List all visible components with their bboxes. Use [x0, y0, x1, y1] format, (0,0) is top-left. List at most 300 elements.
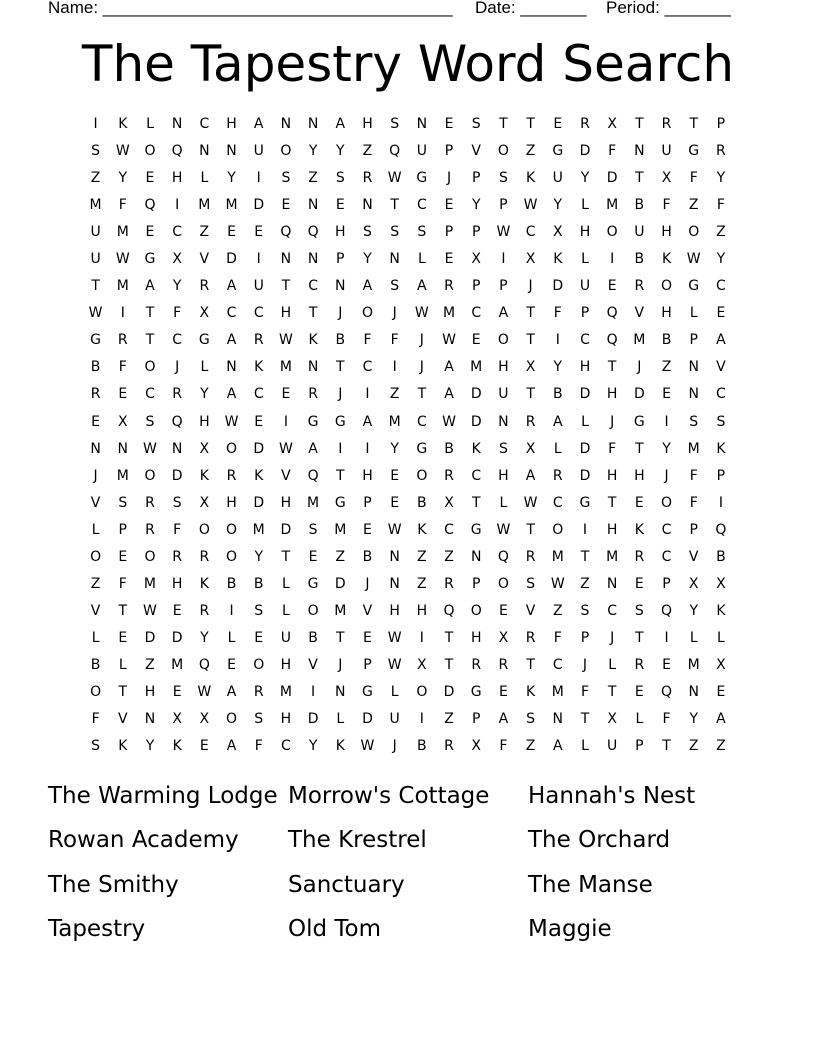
- grid-letter[interactable]: G: [144, 251, 156, 268]
- grid-letter[interactable]: R: [498, 656, 509, 673]
- grid-letter[interactable]: W: [360, 738, 375, 755]
- grid-letter[interactable]: R: [580, 116, 590, 132]
- grid-letter[interactable]: S: [498, 170, 508, 187]
- grid-letter[interactable]: Q: [715, 521, 727, 538]
- grid-letter[interactable]: N: [498, 413, 509, 430]
- grid-letter[interactable]: J: [392, 305, 397, 322]
- grid-letter[interactable]: I: [365, 440, 370, 457]
- grid-letter[interactable]: B: [253, 575, 264, 592]
- grid-letter[interactable]: H: [226, 116, 237, 132]
- grid-letter[interactable]: A: [335, 116, 346, 132]
- grid-letter[interactable]: N: [199, 143, 210, 160]
- grid-letter[interactable]: C: [661, 548, 672, 565]
- grid-letter[interactable]: O: [144, 359, 156, 376]
- grid-letter[interactable]: X: [417, 656, 427, 673]
- grid-letter[interactable]: S: [172, 494, 182, 511]
- name-field-label[interactable]: Name: _____________________________________: [48, 0, 453, 17]
- grid-letter[interactable]: V: [688, 548, 699, 565]
- grid-letter[interactable]: X: [525, 440, 536, 457]
- grid-letter[interactable]: E: [145, 170, 155, 187]
- grid-letter[interactable]: B: [552, 386, 563, 403]
- grid-letter[interactable]: F: [689, 494, 698, 511]
- grid-letter[interactable]: V: [199, 251, 210, 268]
- grid-letter[interactable]: K: [716, 440, 726, 457]
- grid-letter[interactable]: N: [280, 116, 292, 132]
- grid-letter[interactable]: K: [526, 170, 536, 187]
- grid-letter[interactable]: N: [470, 548, 482, 565]
- grid-letter[interactable]: T: [580, 711, 590, 728]
- grid-letter[interactable]: C: [145, 386, 155, 403]
- grid-letter[interactable]: X: [688, 575, 699, 592]
- grid-letter[interactable]: T: [526, 386, 535, 403]
- grid-letter[interactable]: W: [387, 170, 402, 187]
- grid-letter[interactable]: T: [471, 494, 481, 511]
- grid-letter[interactable]: P: [716, 467, 726, 484]
- grid-letter[interactable]: K: [199, 575, 209, 592]
- grid-letter[interactable]: T: [607, 359, 617, 376]
- grid-letter[interactable]: U: [253, 143, 264, 160]
- grid-letter[interactable]: E: [662, 656, 671, 673]
- grid-letter[interactable]: Y: [471, 197, 481, 214]
- grid-letter[interactable]: E: [607, 278, 617, 295]
- grid-letter[interactable]: J: [637, 359, 642, 376]
- grid-letter[interactable]: Q: [144, 197, 156, 214]
- grid-letter[interactable]: V: [634, 305, 645, 322]
- grid-letter[interactable]: X: [199, 305, 210, 322]
- grid-letter[interactable]: Z: [525, 143, 536, 160]
- grid-letter[interactable]: T: [336, 359, 345, 376]
- grid-letter[interactable]: N: [280, 251, 292, 268]
- grid-letter[interactable]: Y: [662, 440, 671, 457]
- grid-letter[interactable]: T: [118, 602, 128, 619]
- grid-letter[interactable]: Z: [308, 170, 318, 187]
- grid-letter[interactable]: A: [362, 278, 373, 295]
- grid-letter[interactable]: I: [120, 305, 125, 322]
- grid-letter[interactable]: D: [144, 629, 156, 646]
- grid-letter[interactable]: E: [444, 251, 454, 268]
- grid-letter[interactable]: J: [365, 575, 370, 592]
- grid-letter[interactable]: R: [634, 656, 645, 673]
- grid-letter[interactable]: O: [144, 143, 156, 160]
- grid-letter[interactable]: W: [442, 332, 456, 349]
- grid-letter[interactable]: H: [498, 359, 509, 376]
- grid-letter[interactable]: D: [362, 711, 373, 728]
- grid-letter[interactable]: P: [444, 143, 454, 160]
- grid-letter[interactable]: B: [226, 575, 237, 592]
- grid-letter[interactable]: I: [582, 521, 588, 538]
- grid-letter[interactable]: A: [226, 683, 237, 700]
- grid-letter[interactable]: J: [610, 629, 615, 646]
- grid-letter[interactable]: H: [606, 521, 618, 538]
- grid-letter[interactable]: Z: [444, 711, 454, 728]
- grid-letter[interactable]: C: [199, 116, 210, 132]
- grid-letter[interactable]: C: [172, 332, 183, 349]
- grid-letter[interactable]: O: [416, 683, 428, 700]
- grid-letter[interactable]: J: [446, 170, 452, 187]
- grid-letter[interactable]: N: [171, 440, 183, 457]
- grid-letter[interactable]: L: [717, 629, 725, 646]
- grid-letter[interactable]: G: [334, 494, 346, 511]
- grid-letter[interactable]: Q: [307, 467, 319, 484]
- grid-letter[interactable]: U: [280, 629, 292, 646]
- grid-letter[interactable]: L: [200, 170, 209, 187]
- grid-letter[interactable]: R: [117, 332, 128, 349]
- grid-letter[interactable]: B: [417, 494, 427, 511]
- grid-letter[interactable]: C: [444, 521, 454, 538]
- grid-letter[interactable]: S: [390, 116, 400, 132]
- grid-letter[interactable]: T: [526, 116, 535, 132]
- grid-letter[interactable]: Z: [580, 575, 590, 592]
- grid-letter[interactable]: Y: [716, 170, 726, 187]
- grid-letter[interactable]: A: [552, 413, 563, 430]
- grid-letter[interactable]: D: [253, 197, 265, 214]
- grid-letter[interactable]: H: [661, 224, 672, 241]
- grid-letter[interactable]: D: [470, 386, 482, 403]
- grid-letter[interactable]: N: [144, 711, 156, 728]
- grid-letter[interactable]: K: [118, 738, 128, 755]
- grid-letter[interactable]: Z: [389, 386, 400, 403]
- grid-letter[interactable]: R: [444, 467, 454, 484]
- grid-letter[interactable]: C: [580, 332, 590, 349]
- grid-letter[interactable]: O: [661, 494, 673, 511]
- grid-letter[interactable]: V: [90, 602, 101, 619]
- grid-letter[interactable]: W: [442, 413, 456, 430]
- grid-letter[interactable]: F: [118, 197, 127, 214]
- grid-letter[interactable]: E: [553, 116, 563, 132]
- grid-letter[interactable]: Q: [661, 683, 673, 700]
- grid-letter[interactable]: R: [525, 413, 536, 430]
- grid-letter[interactable]: E: [390, 494, 400, 511]
- grid-letter[interactable]: M: [606, 548, 619, 565]
- grid-letter[interactable]: X: [117, 413, 128, 430]
- grid-letter[interactable]: N: [335, 683, 346, 700]
- grid-letter[interactable]: V: [716, 359, 726, 376]
- grid-letter[interactable]: A: [417, 278, 427, 295]
- grid-letter[interactable]: O: [416, 467, 428, 484]
- grid-letter[interactable]: F: [580, 683, 589, 700]
- grid-letter[interactable]: K: [199, 467, 209, 484]
- grid-letter[interactable]: X: [172, 711, 182, 728]
- grid-letter[interactable]: F: [173, 305, 182, 322]
- grid-letter[interactable]: M: [334, 521, 347, 538]
- grid-letter[interactable]: G: [633, 413, 645, 430]
- grid-letter[interactable]: E: [199, 738, 209, 755]
- grid-letter[interactable]: R: [444, 738, 454, 755]
- grid-letter[interactable]: R: [444, 278, 454, 295]
- grid-letter[interactable]: H: [335, 224, 346, 241]
- grid-letter[interactable]: G: [416, 440, 428, 457]
- grid-letter[interactable]: K: [417, 521, 427, 538]
- grid-letter[interactable]: E: [254, 224, 264, 241]
- grid-letter[interactable]: P: [635, 738, 644, 755]
- grid-letter[interactable]: A: [444, 359, 454, 376]
- grid-letter[interactable]: A: [145, 278, 155, 295]
- grid-letter[interactable]: R: [145, 521, 155, 538]
- grid-letter[interactable]: S: [254, 711, 264, 728]
- grid-letter[interactable]: S: [634, 602, 644, 619]
- grid-letter[interactable]: X: [199, 711, 210, 728]
- grid-letter[interactable]: S: [716, 413, 726, 430]
- grid-letter[interactable]: K: [716, 602, 726, 619]
- grid-letter[interactable]: D: [171, 467, 183, 484]
- grid-letter[interactable]: B: [444, 440, 454, 457]
- grid-letter[interactable]: Z: [525, 738, 536, 755]
- grid-letter[interactable]: S: [308, 521, 318, 538]
- grid-letter[interactable]: E: [444, 116, 454, 132]
- grid-letter[interactable]: H: [226, 494, 237, 511]
- grid-letter[interactable]: P: [363, 656, 372, 673]
- grid-letter[interactable]: Z: [444, 548, 454, 565]
- grid-letter[interactable]: D: [307, 711, 319, 728]
- grid-letter[interactable]: I: [93, 116, 98, 132]
- grid-letter[interactable]: K: [526, 683, 536, 700]
- grid-letter[interactable]: D: [579, 440, 591, 457]
- grid-letter[interactable]: H: [579, 224, 591, 241]
- grid-letter[interactable]: A: [552, 738, 563, 755]
- grid-letter[interactable]: Q: [389, 143, 401, 160]
- grid-letter[interactable]: P: [444, 224, 454, 241]
- grid-letter[interactable]: Z: [552, 602, 563, 619]
- grid-letter[interactable]: L: [336, 711, 345, 728]
- grid-letter[interactable]: E: [254, 413, 264, 430]
- grid-letter[interactable]: S: [526, 575, 536, 592]
- grid-letter[interactable]: I: [283, 413, 288, 430]
- grid-letter[interactable]: G: [334, 413, 346, 430]
- grid-letter[interactable]: E: [498, 683, 508, 700]
- grid-letter[interactable]: L: [689, 305, 698, 322]
- grid-letter[interactable]: E: [281, 386, 291, 403]
- grid-letter[interactable]: N: [117, 440, 129, 457]
- grid-letter[interactable]: Q: [497, 548, 509, 565]
- grid-letter[interactable]: E: [471, 332, 481, 349]
- grid-letter[interactable]: W: [143, 440, 157, 457]
- grid-letter[interactable]: F: [553, 305, 562, 322]
- grid-letter[interactable]: X: [444, 494, 454, 511]
- grid-letter[interactable]: L: [689, 629, 698, 646]
- grid-letter[interactable]: P: [580, 629, 590, 646]
- grid-letter[interactable]: N: [307, 359, 319, 376]
- grid-letter[interactable]: S: [363, 224, 372, 241]
- grid-letter[interactable]: S: [145, 413, 155, 430]
- grid-letter[interactable]: R: [552, 467, 563, 484]
- grid-letter[interactable]: E: [281, 197, 291, 214]
- grid-letter[interactable]: U: [498, 386, 509, 403]
- grid-letter[interactable]: H: [606, 467, 618, 484]
- grid-letter[interactable]: E: [363, 521, 372, 538]
- grid-letter[interactable]: G: [307, 575, 319, 592]
- grid-letter[interactable]: A: [253, 116, 264, 132]
- grid-letter[interactable]: B: [90, 656, 101, 673]
- grid-letter[interactable]: N: [389, 251, 400, 268]
- grid-letter[interactable]: C: [308, 278, 318, 295]
- grid-letter[interactable]: G: [307, 413, 319, 430]
- grid-letter[interactable]: O: [90, 548, 102, 565]
- grid-letter[interactable]: Z: [199, 224, 210, 241]
- grid-letter[interactable]: L: [581, 197, 589, 214]
- grid-letter[interactable]: G: [579, 494, 591, 511]
- grid-letter[interactable]: E: [172, 602, 182, 619]
- grid-letter[interactable]: I: [610, 251, 615, 268]
- grid-letter[interactable]: E: [254, 629, 264, 646]
- grid-letter[interactable]: N: [606, 575, 618, 592]
- grid-letter[interactable]: T: [526, 656, 535, 673]
- grid-letter[interactable]: W: [88, 305, 103, 322]
- grid-letter[interactable]: L: [635, 711, 644, 728]
- grid-letter[interactable]: I: [718, 494, 723, 511]
- grid-letter[interactable]: R: [90, 386, 101, 403]
- grid-letter[interactable]: M: [470, 359, 483, 376]
- grid-letter[interactable]: J: [338, 305, 343, 322]
- grid-letter[interactable]: R: [172, 386, 183, 403]
- grid-letter[interactable]: L: [581, 251, 589, 268]
- grid-letter[interactable]: E: [335, 197, 345, 214]
- grid-letter[interactable]: Y: [553, 197, 563, 214]
- grid-letter[interactable]: F: [689, 467, 698, 484]
- grid-letter[interactable]: Z: [417, 548, 427, 565]
- grid-letter[interactable]: W: [278, 332, 293, 349]
- grid-letter[interactable]: W: [387, 629, 402, 646]
- date-field-label[interactable]: Date: _______: [475, 0, 587, 17]
- grid-letter[interactable]: B: [417, 738, 427, 755]
- grid-letter[interactable]: F: [716, 197, 725, 214]
- grid-letter[interactable]: E: [634, 683, 644, 700]
- grid-letter[interactable]: L: [91, 521, 100, 538]
- grid-letter[interactable]: B: [661, 332, 672, 349]
- grid-letter[interactable]: R: [716, 143, 726, 160]
- grid-letter[interactable]: Y: [553, 359, 563, 376]
- grid-letter[interactable]: W: [115, 143, 130, 160]
- grid-letter[interactable]: N: [362, 197, 373, 214]
- grid-letter[interactable]: H: [579, 359, 591, 376]
- grid-letter[interactable]: W: [496, 224, 511, 241]
- grid-letter[interactable]: T: [662, 738, 671, 755]
- grid-letter[interactable]: O: [497, 143, 509, 160]
- grid-letter[interactable]: Y: [118, 170, 128, 187]
- grid-letter[interactable]: W: [523, 494, 538, 511]
- grid-letter[interactable]: Y: [716, 251, 726, 268]
- grid-letter[interactable]: E: [444, 197, 454, 214]
- grid-letter[interactable]: P: [336, 251, 345, 268]
- grid-letter[interactable]: E: [634, 494, 644, 511]
- grid-letter[interactable]: H: [470, 629, 482, 646]
- grid-letter[interactable]: L: [390, 683, 399, 700]
- grid-letter[interactable]: T: [526, 521, 535, 538]
- grid-letter[interactable]: X: [716, 656, 726, 673]
- grid-letter[interactable]: X: [199, 494, 210, 511]
- grid-letter[interactable]: N: [307, 251, 319, 268]
- grid-letter[interactable]: F: [608, 143, 617, 160]
- grid-letter[interactable]: C: [253, 386, 264, 403]
- grid-letter[interactable]: U: [90, 224, 101, 241]
- grid-letter[interactable]: R: [444, 575, 454, 592]
- grid-letter[interactable]: N: [688, 386, 699, 403]
- grid-letter[interactable]: T: [444, 656, 454, 673]
- grid-letter[interactable]: N: [389, 548, 400, 565]
- grid-letter[interactable]: X: [607, 711, 617, 728]
- grid-letter[interactable]: S: [498, 440, 508, 457]
- grid-letter[interactable]: Y: [308, 738, 318, 755]
- grid-letter[interactable]: E: [145, 224, 155, 241]
- grid-letter[interactable]: E: [634, 575, 644, 592]
- grid-letter[interactable]: H: [389, 602, 400, 619]
- grid-letter[interactable]: X: [552, 224, 563, 241]
- grid-letter[interactable]: E: [390, 467, 400, 484]
- grid-letter[interactable]: Y: [254, 548, 263, 565]
- grid-letter[interactable]: A: [525, 467, 536, 484]
- grid-letter[interactable]: D: [253, 440, 265, 457]
- grid-letter[interactable]: T: [145, 332, 155, 349]
- grid-letter[interactable]: Y: [336, 143, 345, 160]
- grid-letter[interactable]: C: [552, 656, 563, 673]
- grid-letter[interactable]: J: [610, 413, 615, 430]
- grid-letter[interactable]: M: [279, 683, 292, 700]
- grid-letter[interactable]: F: [173, 521, 182, 538]
- grid-letter[interactable]: W: [550, 575, 565, 592]
- grid-letter[interactable]: E: [498, 602, 508, 619]
- grid-letter[interactable]: H: [199, 413, 210, 430]
- grid-letter[interactable]: M: [606, 197, 619, 214]
- grid-letter[interactable]: D: [280, 521, 292, 538]
- grid-letter[interactable]: T: [336, 629, 345, 646]
- grid-letter[interactable]: T: [635, 440, 644, 457]
- grid-letter[interactable]: Y: [172, 278, 182, 295]
- grid-letter[interactable]: R: [145, 494, 155, 511]
- grid-letter[interactable]: I: [555, 332, 560, 349]
- grid-letter[interactable]: R: [661, 116, 672, 132]
- grid-letter[interactable]: O: [198, 521, 210, 538]
- grid-letter[interactable]: R: [525, 629, 536, 646]
- grid-letter[interactable]: E: [118, 548, 128, 565]
- grid-letter[interactable]: X: [172, 251, 182, 268]
- grid-letter[interactable]: N: [307, 197, 319, 214]
- grid-letter[interactable]: Q: [280, 224, 292, 241]
- grid-letter[interactable]: U: [579, 278, 591, 295]
- grid-letter[interactable]: K: [118, 116, 128, 132]
- grid-letter[interactable]: H: [280, 494, 292, 511]
- grid-letter[interactable]: T: [635, 629, 644, 646]
- grid-letter[interactable]: D: [579, 386, 591, 403]
- grid-letter[interactable]: D: [606, 170, 618, 187]
- grid-letter[interactable]: E: [308, 548, 318, 565]
- grid-letter[interactable]: P: [118, 521, 127, 538]
- grid-letter[interactable]: G: [470, 683, 482, 700]
- grid-letter[interactable]: N: [416, 116, 428, 132]
- grid-letter[interactable]: M: [116, 278, 129, 295]
- grid-letter[interactable]: W: [224, 413, 239, 430]
- grid-letter[interactable]: C: [172, 224, 183, 241]
- grid-letter[interactable]: O: [688, 224, 700, 241]
- grid-letter[interactable]: C: [362, 359, 373, 376]
- grid-letter[interactable]: X: [525, 359, 536, 376]
- grid-letter[interactable]: Y: [580, 170, 590, 187]
- grid-letter[interactable]: A: [226, 332, 237, 349]
- grid-letter[interactable]: C: [716, 278, 726, 295]
- grid-letter[interactable]: T: [281, 278, 291, 295]
- grid-letter[interactable]: C: [416, 413, 427, 430]
- grid-letter[interactable]: Z: [90, 170, 101, 187]
- grid-letter[interactable]: V: [362, 602, 373, 619]
- grid-letter[interactable]: W: [496, 521, 511, 538]
- grid-letter[interactable]: R: [172, 548, 183, 565]
- grid-letter[interactable]: M: [307, 494, 320, 511]
- grid-letter[interactable]: I: [664, 629, 669, 646]
- grid-letter[interactable]: L: [581, 413, 589, 430]
- grid-letter[interactable]: H: [280, 656, 292, 673]
- grid-letter[interactable]: U: [661, 143, 672, 160]
- grid-letter[interactable]: P: [689, 332, 698, 349]
- grid-letter[interactable]: F: [118, 359, 127, 376]
- grid-letter[interactable]: Q: [307, 224, 319, 241]
